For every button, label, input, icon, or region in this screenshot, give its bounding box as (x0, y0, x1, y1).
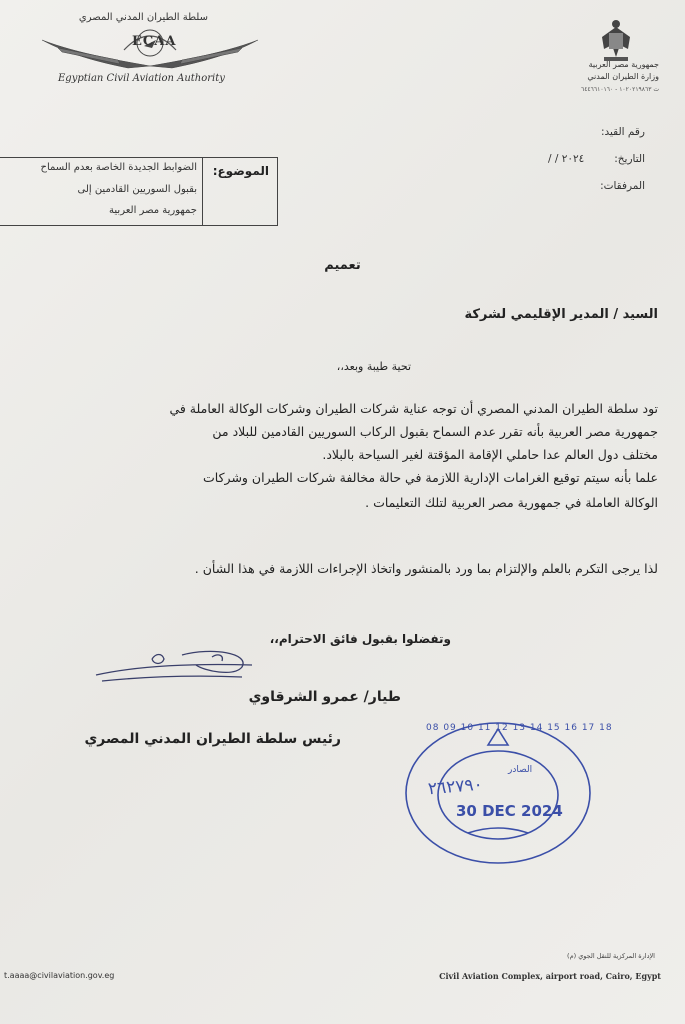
footer-department: الإدارة المركزية للنقل الجوي (م) (567, 952, 655, 960)
logo-arabic-text: سلطة الطيران المدني المصري (78, 12, 208, 23)
ministry-line-3: ت ١٠٢٠٢١٩٨٦٣ - ٦٤٤٦٦١٠١٦٠ (580, 86, 659, 93)
handwritten-signature (92, 647, 262, 697)
body-line-2: جمهورية مصر العربية بأنه تقرر عدم السماح بقبول الركاب السوريين القادمين للبلاد من (212, 424, 658, 439)
circular-title: تعميم (324, 258, 361, 273)
body-line-1: تود سلطة الطيران المدني المصري أن توجه عناية شركات الطيران وشركات الوكالة العاملة في (169, 401, 658, 416)
body-line-3: مختلف دول العالم عدا حاملي الإقامة المؤقتة لغير السياحة بالبلاد. (322, 447, 658, 462)
reference-number-label: رقم القيد: (600, 126, 645, 138)
logo-english-text: Egyptian Civil Aviation Authority (58, 73, 225, 84)
attachments-label: المرفقات: (600, 180, 645, 192)
subject-label: الموضوع: (212, 164, 269, 178)
body-line-4: علما بأنه سيتم توقيع الغرامات الإدارية اللازمة في حالة مخالفة شركات الطيران وشركات (203, 470, 658, 485)
subject-divider (202, 158, 203, 225)
stamp-numbers: 08 09 10 11 12 13 14 15 16 17 18 (426, 723, 613, 733)
date-value: / / ٢٠٢٤ (548, 153, 585, 165)
egypt-eagle-emblem-icon (596, 17, 636, 63)
outgoing-stamp (398, 715, 613, 865)
ministry-line-1: جمهورية مصر العربية (588, 60, 659, 69)
stamp-number: ٢٦٢٧٩٠ (427, 774, 484, 800)
ecaa-logo (38, 10, 263, 90)
subject-line-2: بقبول السوريين القادمين إلى (77, 184, 197, 195)
stamp-label: الصادر (508, 765, 533, 775)
ministry-line-2: وزارة الطيران المدني (587, 72, 659, 81)
signatory-name: طيار/ عمرو الشرقاوي (248, 689, 401, 705)
signatory-title: رئيس سلطة الطيران المدني المصري (84, 731, 341, 747)
stamp-date: 30 DEC 2024 (456, 802, 563, 820)
date-label: التاريخ: (614, 153, 645, 165)
addressee: السيد / المدير الإقليمي لشركة (464, 307, 658, 322)
subject-line-1: الضوابط الجديدة الخاصة بعدم السماح (40, 162, 197, 173)
closing-phrase: وتفضلوا بقبول فائق الاحترام،، (269, 632, 451, 646)
greeting: تحية طيبة وبعد،، (336, 360, 411, 373)
body-line-5: الوكالة العاملة في جمهورية مصر العربية لتلك التعليمات . (365, 495, 658, 510)
footer-email: t.aaaa@civilaviation.gov.eg (4, 971, 115, 980)
subject-box (0, 157, 278, 226)
body-line-6: لذا يرجى التكرم بالعلم والإلتزام بما ورد بالمنشور واتخاذ الإجراءات اللازمة في هذا الشأن . (194, 561, 658, 576)
logo-abbreviation: ECAA (132, 34, 177, 49)
footer-address: Civil Aviation Complex, airport road, Cairo, Egypt (439, 971, 661, 981)
subject-line-3: جمهورية مصر العربية (109, 205, 197, 216)
